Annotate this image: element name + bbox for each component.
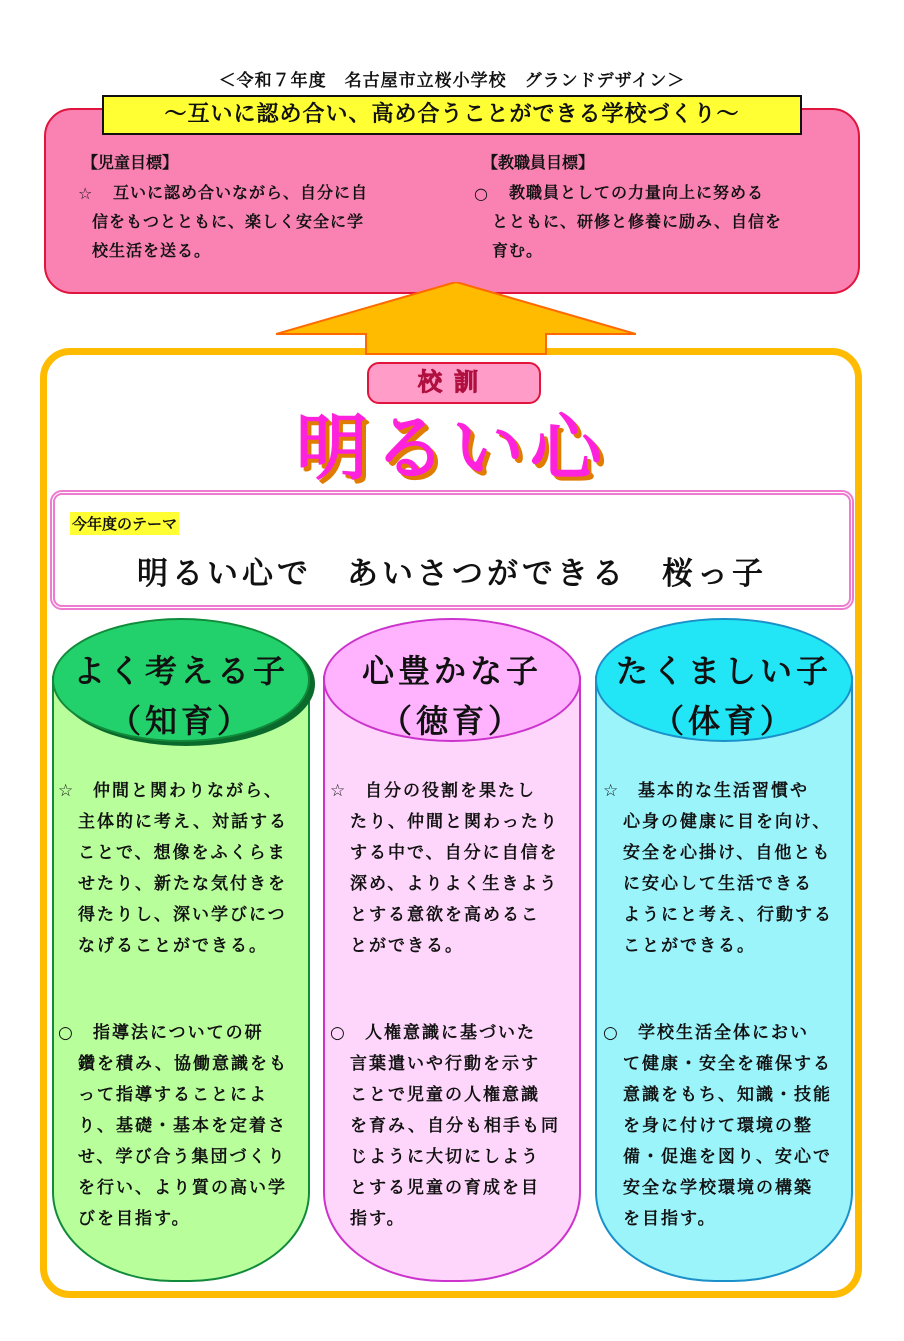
text-line: り、基礎・基本を定着さ [78, 1116, 287, 1136]
pillar-morality-para-2 [330, 1018, 580, 1235]
text-line: 心身の健康に目を向け、 [623, 812, 832, 832]
slogan-banner: ～互いに認め合い、高め合うことができる学校づくり～ [102, 95, 802, 135]
text-line: せたり、新たな気付きを [78, 874, 287, 894]
text-line: 人権意識に基づいた [346, 1023, 536, 1043]
circle-mark: ○ [474, 184, 488, 203]
pillar-morality-para-1 [330, 776, 580, 962]
text-line: せ、学び合う集団づくり [78, 1147, 287, 1167]
text-line: 鑽を積み、協働意識をも [78, 1054, 289, 1074]
pillar-physical-subtitle: （体育） [651, 702, 796, 740]
text-line: たり、仲間と関わったり [350, 812, 559, 832]
student-goal-line-2: 信をもつとともに、楽しく安全に学 [92, 212, 365, 231]
text-line: 安全を心掛け、自他とも [623, 843, 832, 863]
text-line: を育み、自分も相手も同 [350, 1116, 561, 1136]
text-line: 得たりし、深い学びにつ [78, 905, 287, 925]
star-mark: ☆ [78, 184, 93, 203]
text-line: 基本的な生活習慣や [619, 781, 809, 801]
motto-label: 校訓 [367, 362, 541, 404]
text-line: 深め、よりよく生きよう [350, 874, 559, 894]
text-line: 自分の役割を果たし [346, 781, 536, 801]
page-title: ＜令和７年度 名古屋市立桜小学校 グランドデザイン＞ [218, 71, 686, 91]
text-line: 言葉遣いや行動を示す [350, 1054, 540, 1074]
student-goal-line-1: 互いに認め合いながら、自分に自 [96, 183, 369, 202]
text-line: ことで、想像をふくらま [78, 843, 287, 863]
star-mark: ☆ [330, 781, 348, 801]
text-line: 仲間と関わりながら、 [74, 781, 283, 801]
student-goal-heading: 【児童目標】 [82, 153, 179, 172]
text-line: 指導法についての研 [74, 1023, 264, 1043]
text-line: 意識をもち、知識・技能 [623, 1085, 832, 1105]
student-goal-line-3: 校生活を送る。 [92, 241, 212, 260]
text-line: 備・促進を図り、安心で [623, 1147, 832, 1167]
text-line: て健康・安全を確保する [623, 1054, 832, 1074]
text-line: を目指す。 [623, 1209, 717, 1229]
text-line: 安全な学校環境の構築 [623, 1178, 813, 1198]
text-line: に安心して生活できる [623, 874, 813, 894]
theme-label: 今年度のテーマ [70, 512, 179, 535]
pillar-physical-title: たくましい子 [615, 652, 832, 690]
pillar-intellect-para-2 [58, 1018, 308, 1235]
text-line: ことで児童の人権意識 [350, 1085, 540, 1105]
text-line: とする意欲を高めるこ [350, 905, 540, 925]
text-line: する中で、自分に自信を [350, 843, 559, 863]
text-line: って指導することによ [78, 1085, 268, 1105]
up-arrow-icon [276, 282, 636, 362]
pillar-morality-title: 心豊かな子 [361, 652, 542, 690]
circle-mark: ○ [603, 1023, 620, 1043]
pillar-intellect-title: よく考える子 [72, 652, 289, 690]
staff-goal-line-3: 育む。 [492, 241, 544, 260]
motto-main: 明るい心 [295, 406, 608, 490]
star-mark: ☆ [603, 781, 621, 801]
pillar-physical-para-1 [603, 776, 853, 962]
star-mark: ☆ [58, 781, 76, 801]
pillar-morality-subtitle: （徳育） [379, 702, 524, 740]
staff-goal-line-2: とともに、研修と修養に励み、自信を [492, 212, 782, 231]
text-line: とができる。 [350, 936, 464, 956]
staff-goal-heading: 【教職員目標】 [482, 153, 595, 172]
circle-mark: ○ [58, 1023, 75, 1043]
text-line: を行い、より質の高い学 [78, 1178, 287, 1198]
pillar-intellect-para-1 [58, 776, 308, 962]
text-line: ことができる。 [623, 936, 756, 956]
text-line: 学校生活全体におい [619, 1023, 809, 1043]
staff-goal-line-1: 教職員としての力量向上に努める [492, 183, 765, 202]
text-line: 指す。 [350, 1209, 406, 1229]
text-line: ようにと考え、行動する [623, 905, 834, 925]
theme-text: 明るい心で あいさつができる 桜っ子 [137, 556, 767, 592]
text-line: じように大切にしよう [350, 1147, 540, 1167]
text-line: びを目指す。 [78, 1209, 191, 1229]
pillar-intellect-subtitle: （知育） [108, 702, 253, 740]
circle-mark: ○ [330, 1023, 347, 1043]
text-line: 主体的に考え、対話する [78, 812, 289, 832]
text-line: を身に付けて環境の整 [623, 1116, 813, 1136]
text-line: なげることができる。 [78, 936, 268, 956]
text-line: とする児童の育成を目 [350, 1178, 540, 1198]
pillar-physical-para-2 [603, 1018, 853, 1235]
